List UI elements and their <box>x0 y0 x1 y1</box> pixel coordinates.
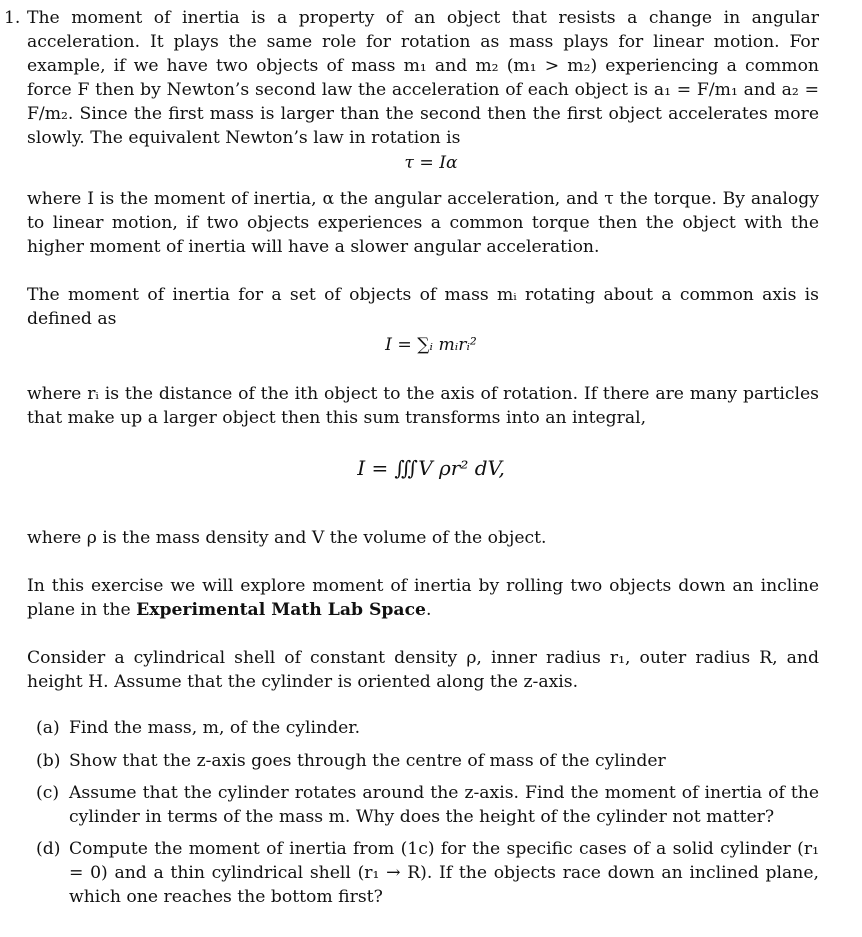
exercise-intro-paragraph <box>27 574 819 622</box>
intro-paragraph: The moment of inertia is a property of an object that resists a change in angular acceleration. It plays the same role for rotation as mass plays for linear motion. For example, if we have two objects of mass m₁ and m₂ (m₁ > m₂) experiencing a common force F then by Newton’s second law the acceleration of each object is a₁ = F/m₁ and a₂ = F/m₂. Since the first mass is larger than the second then the first object accelerates more slowly. The equivalent Newton’s law in rotation is <box>27 8 819 148</box>
lab-space-name: Experimental Math Lab Space <box>136 600 426 620</box>
torque-equation: τ = Iα <box>404 153 458 173</box>
question-text: Compute the moment of inertia from (1c) for the specific cases of a solid cylinder (r₁ = 0) and a thin cylindrical shell (r₁ → R). If the objects race down an inclined plane, which one reaches the bottom first? <box>69 839 819 907</box>
sum-equation: I = ∑ᵢ mᵢrᵢ² <box>385 335 477 355</box>
discrete-definition-paragraph: The moment of inertia for a set of objects of mass mᵢ rotating about a common axis is defined as <box>27 285 819 329</box>
density-paragraph: where ρ is the mass density and V the volume of the object. <box>27 528 547 548</box>
integral-equation: I = ∭V ρr² dV, <box>357 456 505 480</box>
question-letter: (b) <box>36 751 61 771</box>
question-text: Show that the z-axis goes through the centre of mass of the cylinder <box>69 751 666 771</box>
question-letter: (d) <box>36 839 61 859</box>
question-letter: (c) <box>36 783 60 803</box>
exercise-intro-end: . <box>425 600 432 620</box>
question-text: Assume that the cylinder rotates around the z-axis. Find the moment of inertia of the cylinder in terms of the mass m. Why does the height of the cylinder not matter? <box>69 783 819 827</box>
torque-explanation-paragraph: where I is the moment of inertia, α the angular acceleration, and τ the torque. By analogy to linear motion, if two objects experiences a common torque then the object with the higher moment of inertia will have a slower angular acceleration. <box>27 189 819 257</box>
problem-number: 1. <box>4 8 21 28</box>
integral-intro-paragraph: where rᵢ is the distance of the ith object to the axis of rotation. If there are many particles that make up a larger object then this sum transforms into an integral, <box>27 384 819 428</box>
exercise-intro-text: In this exercise we will explore moment of inertia by rolling two objects down an incline plane in the <box>27 576 819 620</box>
cylinder-setup-paragraph: Consider a cylindrical shell of constant density ρ, inner radius r₁, outer radius R, and height H. Assume that the cylinder is oriented along the z-axis. <box>27 648 819 692</box>
question-letter: (a) <box>36 718 60 738</box>
question-text: Find the mass, m, of the cylinder. <box>69 718 361 738</box>
